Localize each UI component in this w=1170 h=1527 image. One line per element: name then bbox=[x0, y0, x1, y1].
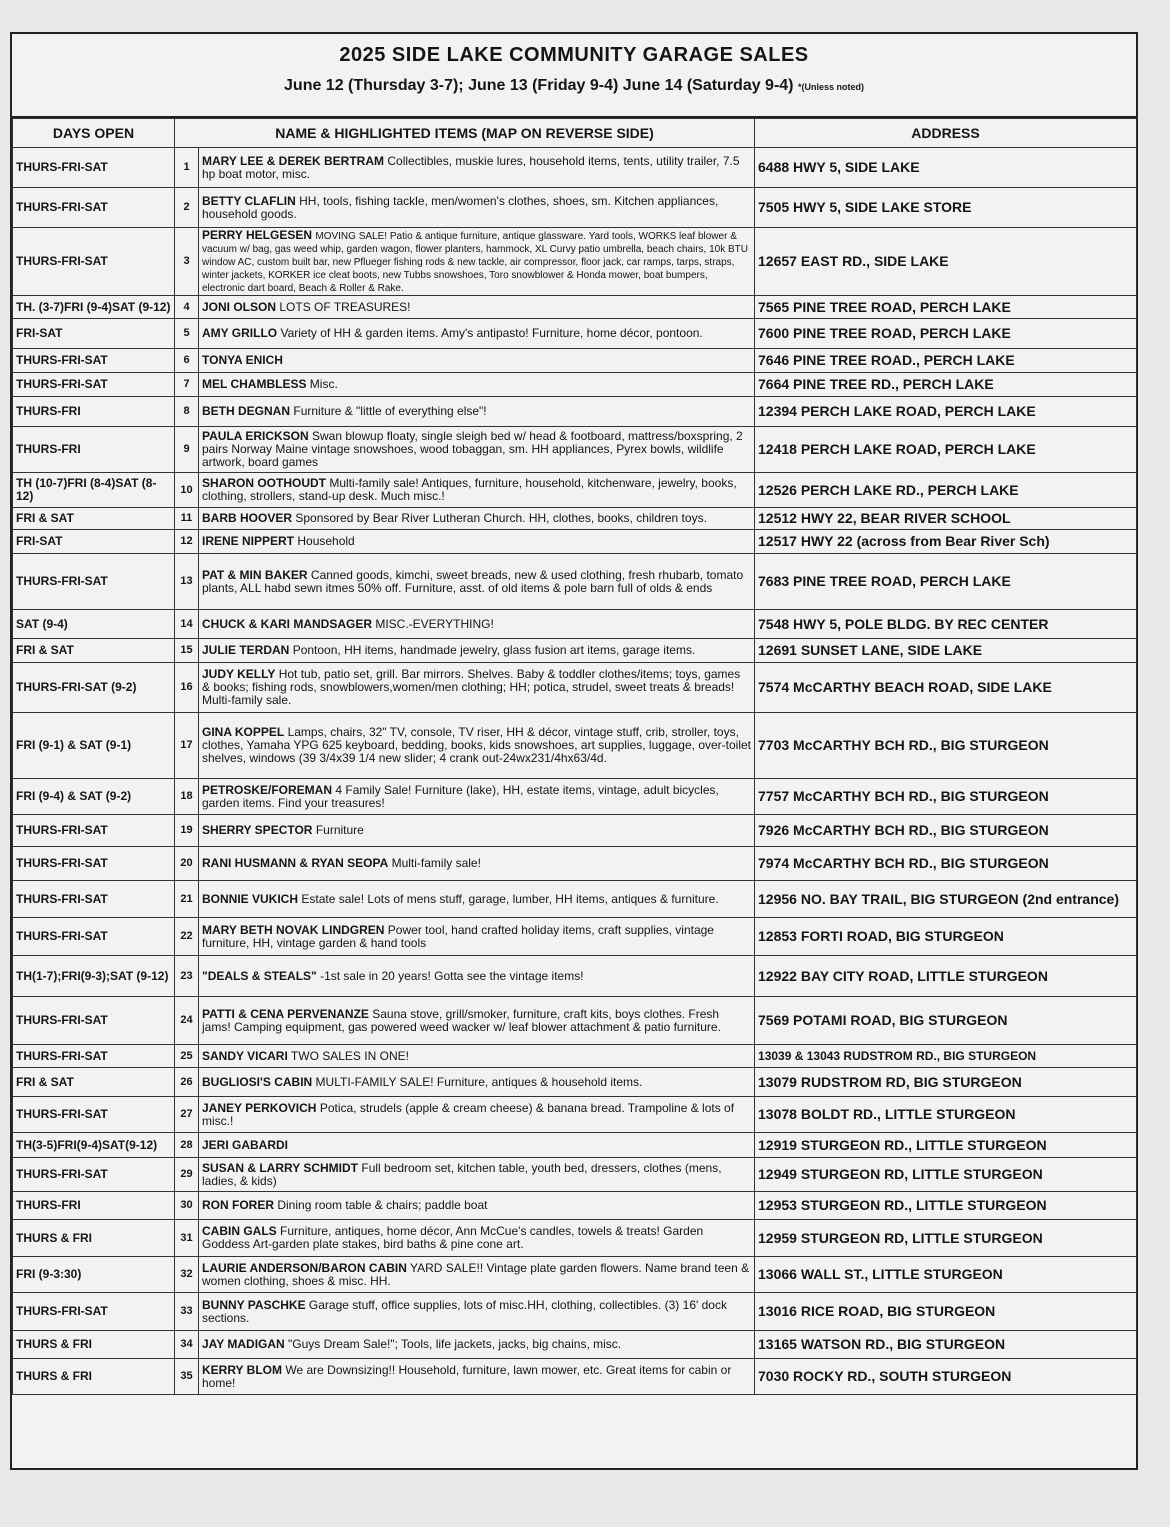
listing-number: 11 bbox=[175, 508, 199, 530]
highlighted-items: MULTI-FAMILY SALE! Furniture, antiques & household items. bbox=[315, 1074, 643, 1089]
seller-name: JANEY PERKOVICH bbox=[202, 1100, 317, 1115]
sale-address: 12418 PERCH LAKE ROAD, PERCH LAKE bbox=[755, 427, 1137, 473]
sale-address: 12959 STURGEON RD, LITTLE STURGEON bbox=[755, 1220, 1137, 1257]
highlighted-items: LOTS OF TREASURES! bbox=[279, 299, 411, 314]
highlighted-items: MOVING SALE! Patio & antique furniture, antique glassware. Yard tools, WORKS leaf blower & vacuum w/ bag, gas weed whip, garden wagon, flower planters, hammock, XL Curvy patio umbrella, beach chairs, 10k BTU window AC, custom built bar, new Pflueger fishing rods & new tackle, air compressor, floor jack, car ramps, tarps, straps, winter jackets, KORKER ice cleat boots, new Tubbs snowshoes, Toro snowblower & Honda mower, boat bumpers, electronic dart board, Beach & Roller & Rake. bbox=[202, 231, 749, 294]
listing-details bbox=[199, 427, 755, 473]
sheet-title: 2025 SIDE LAKE COMMUNITY GARAGE SALES bbox=[339, 44, 809, 66]
days-open: THURS-FRI-SAT bbox=[13, 918, 175, 956]
seller-name: JONI OLSON bbox=[202, 299, 277, 314]
table-row bbox=[13, 296, 1137, 319]
listing-details bbox=[199, 296, 755, 319]
days-open: THURS-FRI-SAT bbox=[13, 881, 175, 918]
table-row bbox=[13, 349, 1137, 373]
listing-number: 12 bbox=[175, 530, 199, 554]
table-row bbox=[13, 1045, 1137, 1068]
table-row bbox=[13, 918, 1137, 956]
seller-name: PAULA ERICKSON bbox=[202, 429, 309, 443]
highlighted-items: Variety of HH & garden items. Amy's antipasto! Furniture, home décor, pontoon. bbox=[280, 326, 703, 340]
highlighted-items: TWO SALES IN ONE! bbox=[290, 1048, 409, 1063]
sale-address: 7548 HWY 5, POLE BLDG. BY REC CENTER bbox=[755, 610, 1137, 639]
highlighted-items: We are Downsizing!! Household, furniture, lawn mower, etc. Great items for cabin or home! bbox=[202, 1362, 732, 1390]
seller-name: BETTY CLAFLIN bbox=[202, 193, 296, 208]
seller-name: JAY MADIGAN bbox=[202, 1337, 285, 1351]
listing-details bbox=[199, 554, 755, 610]
table-row bbox=[13, 956, 1137, 997]
listing-number: 5 bbox=[175, 319, 199, 349]
days-open: THURS-FRI-SAT bbox=[13, 373, 175, 397]
table-row bbox=[13, 554, 1137, 610]
listing-details bbox=[199, 1220, 755, 1257]
highlighted-items: Furniture & "little of everything else"! bbox=[293, 404, 487, 418]
seller-name: PAT & MIN BAKER bbox=[202, 567, 308, 582]
seller-name: RANI HUSMANN & RYAN SEOPA bbox=[202, 856, 389, 870]
days-open: FRI-SAT bbox=[13, 530, 175, 554]
highlighted-items: Estate sale! Lots of mens stuff, garage, lumber, HH items, antiques & furniture. bbox=[301, 891, 719, 906]
sale-address: 12517 HWY 22 (across from Bear River Sch) bbox=[755, 530, 1137, 554]
listing-number: 14 bbox=[175, 610, 199, 639]
seller-name: JUDY KELLY bbox=[202, 667, 276, 681]
listing-details bbox=[199, 918, 755, 956]
table-row bbox=[13, 1359, 1137, 1395]
listing-number: 19 bbox=[175, 815, 199, 847]
days-open: FRI (9-3:30) bbox=[13, 1257, 175, 1293]
listing-number: 18 bbox=[175, 779, 199, 815]
listing-number: 17 bbox=[175, 713, 199, 779]
highlighted-items: Household bbox=[297, 534, 355, 548]
listing-details bbox=[199, 1192, 755, 1220]
seller-name: BONNIE VUKICH bbox=[202, 891, 299, 906]
sale-address: 13066 WALL ST., LITTLE STURGEON bbox=[755, 1257, 1137, 1293]
garage-sale-sheet bbox=[10, 32, 1138, 1470]
sale-address: 7569 POTAMI ROAD, BIG STURGEON bbox=[755, 997, 1137, 1045]
days-open: FRI & SAT bbox=[13, 639, 175, 663]
listing-details bbox=[199, 663, 755, 713]
table-row bbox=[13, 779, 1137, 815]
listing-details bbox=[199, 956, 755, 997]
table-row bbox=[13, 397, 1137, 427]
listing-number: 35 bbox=[175, 1359, 199, 1395]
sale-address: 7974 McCARTHY BCH RD., BIG STURGEON bbox=[755, 847, 1137, 881]
table-row bbox=[13, 1068, 1137, 1097]
listing-details bbox=[199, 713, 755, 779]
sale-address: 12394 PERCH LAKE ROAD, PERCH LAKE bbox=[755, 397, 1137, 427]
highlighted-items: Misc. bbox=[309, 377, 338, 391]
table-row bbox=[13, 639, 1137, 663]
listing-number: 9 bbox=[175, 427, 199, 473]
days-open: THURS-FRI-SAT bbox=[13, 1293, 175, 1331]
highlighted-items: MISC.-EVERYTHING! bbox=[375, 616, 494, 631]
listing-number: 30 bbox=[175, 1192, 199, 1220]
listing-number: 31 bbox=[175, 1220, 199, 1257]
seller-name: AMY GRILLO bbox=[202, 326, 278, 340]
listing-details bbox=[199, 1133, 755, 1158]
sale-address: 7030 ROCKY RD., SOUTH STURGEON bbox=[755, 1359, 1137, 1395]
listing-number: 25 bbox=[175, 1045, 199, 1068]
listing-number: 22 bbox=[175, 918, 199, 956]
listing-number: 10 bbox=[175, 473, 199, 508]
seller-name: TONYA ENICH bbox=[202, 353, 283, 367]
listing-details bbox=[199, 508, 755, 530]
seller-name: PATTI & CENA PERVENANZE bbox=[202, 1006, 369, 1021]
days-open: SAT (9-4) bbox=[13, 610, 175, 639]
highlighted-items: 4 Family Sale! Furniture (lake), HH, estate items, vintage, adult bicycles, garden items. Find your treasures! bbox=[202, 782, 719, 810]
days-open: THURS-FRI-SAT bbox=[13, 349, 175, 373]
sale-address: 7505 HWY 5, SIDE LAKE STORE bbox=[755, 188, 1137, 228]
listing-number: 28 bbox=[175, 1133, 199, 1158]
listing-number: 2 bbox=[175, 188, 199, 228]
sale-address: 13165 WATSON RD., BIG STURGEON bbox=[755, 1331, 1137, 1359]
sale-address: 13039 & 13043 RUDSTROM RD., BIG STURGEON bbox=[755, 1045, 1137, 1068]
table-row bbox=[13, 847, 1137, 881]
table-row bbox=[13, 427, 1137, 473]
seller-name: JERI GABARDI bbox=[202, 1137, 289, 1152]
listing-number: 29 bbox=[175, 1158, 199, 1192]
days-open: FRI & SAT bbox=[13, 508, 175, 530]
days-open: THURS & FRI bbox=[13, 1359, 175, 1395]
days-open: THURS-FRI-SAT (9-2) bbox=[13, 663, 175, 713]
table-row bbox=[13, 530, 1137, 554]
listing-details bbox=[199, 1158, 755, 1192]
sale-address: 13078 BOLDT RD., LITTLE STURGEON bbox=[755, 1097, 1137, 1133]
days-open: THURS-FRI-SAT bbox=[13, 815, 175, 847]
highlighted-items: Sauna stove, grill/smoker, furniture, craft kits, boys clothes. Fresh jams! Camping equipment, gas powered weed wacker w/ leaf blower attachment & patio furniture. bbox=[202, 1006, 721, 1034]
days-open: THURS-FRI-SAT bbox=[13, 228, 175, 296]
listing-number: 26 bbox=[175, 1068, 199, 1097]
days-open: FRI (9-4) & SAT (9-2) bbox=[13, 779, 175, 815]
listing-number: 15 bbox=[175, 639, 199, 663]
listing-details bbox=[199, 1045, 755, 1068]
sale-address: 7646 PINE TREE ROAD., PERCH LAKE bbox=[755, 349, 1137, 373]
seller-name: RON FORER bbox=[202, 1198, 274, 1212]
listing-details bbox=[199, 1257, 755, 1293]
highlighted-items: Lamps, chairs, 32" TV, console, TV riser, HH & décor, vintage stuff, crib, stroller, toys, clothes, Yamaha YPG 625 keyboard, bedding, books, kids snowshoes, art supplies, luggage, over-toilet shelves, windows (39 3/4x39 1/4 new slider; 4 crank out-24wx231/4hx63/4d. bbox=[202, 725, 751, 765]
listing-number: 3 bbox=[175, 228, 199, 296]
table-row bbox=[13, 473, 1137, 508]
sale-address: 12691 SUNSET LANE, SIDE LAKE bbox=[755, 639, 1137, 663]
seller-name: PERRY HELGESEN bbox=[202, 228, 313, 242]
listing-number: 1 bbox=[175, 148, 199, 188]
days-open: THURS & FRI bbox=[13, 1220, 175, 1257]
sale-address: 6488 HWY 5, SIDE LAKE bbox=[755, 148, 1137, 188]
sale-address: 12526 PERCH LAKE RD., PERCH LAKE bbox=[755, 473, 1137, 508]
days-open: THURS-FRI-SAT bbox=[13, 997, 175, 1045]
listing-details bbox=[199, 228, 755, 296]
table-row bbox=[13, 815, 1137, 847]
listing-details bbox=[199, 397, 755, 427]
listing-details bbox=[199, 847, 755, 881]
sale-address: 12949 STURGEON RD, LITTLE STURGEON bbox=[755, 1158, 1137, 1192]
sale-address: 12919 STURGEON RD., LITTLE STURGEON bbox=[755, 1133, 1137, 1158]
sale-address: 7664 PINE TREE RD., PERCH LAKE bbox=[755, 373, 1137, 397]
listing-details bbox=[199, 319, 755, 349]
table-row bbox=[13, 713, 1137, 779]
table-row bbox=[13, 228, 1137, 296]
sale-address: 12956 NO. BAY TRAIL, BIG STURGEON (2nd entrance) bbox=[755, 881, 1137, 918]
sheet-header bbox=[12, 34, 1136, 118]
listing-details bbox=[199, 473, 755, 508]
highlighted-items: Furniture bbox=[315, 823, 364, 837]
listing-details bbox=[199, 1068, 755, 1097]
sale-address: 12512 HWY 22, BEAR RIVER SCHOOL bbox=[755, 508, 1137, 530]
listing-number: 23 bbox=[175, 956, 199, 997]
table-row bbox=[13, 319, 1137, 349]
table-row bbox=[13, 1257, 1137, 1293]
listing-number: 20 bbox=[175, 847, 199, 881]
listing-details bbox=[199, 1097, 755, 1133]
listing-number: 6 bbox=[175, 349, 199, 373]
highlighted-items: YARD SALE!! Vintage plate garden flowers. Name brand teen & women clothing, shoes & misc. HH. bbox=[202, 1260, 750, 1288]
listing-number: 24 bbox=[175, 997, 199, 1045]
listing-details bbox=[199, 779, 755, 815]
listing-number: 34 bbox=[175, 1331, 199, 1359]
sale-address: 7683 PINE TREE ROAD, PERCH LAKE bbox=[755, 554, 1137, 610]
seller-name: GINA KOPPEL bbox=[202, 725, 285, 739]
highlighted-items: Sponsored by Bear River Lutheran Church. HH, clothes, books, children toys. bbox=[295, 511, 707, 525]
highlighted-items: Multi-family sale! Antiques, furniture, household, kitchenware, jewelry, books, clothing, strollers, stand-up desk. Much misc.! bbox=[202, 476, 737, 503]
table-row bbox=[13, 1133, 1137, 1158]
sale-address: 7703 McCARTHY BCH RD., BIG STURGEON bbox=[755, 713, 1137, 779]
table-row bbox=[13, 148, 1137, 188]
seller-name: BUGLIOSI'S CABIN bbox=[202, 1074, 313, 1089]
seller-name: SHERRY SPECTOR bbox=[202, 823, 313, 837]
days-open-header: DAYS OPEN bbox=[13, 119, 175, 148]
highlighted-items: Power tool, hand crafted holiday items, craft supplies, vintage furniture, HH, vintage garden & hand tools bbox=[202, 922, 714, 950]
listing-details bbox=[199, 997, 755, 1045]
sale-address: 12922 BAY CITY ROAD, LITTLE STURGEON bbox=[755, 956, 1137, 997]
seller-name: BUNNY PASCHKE bbox=[202, 1297, 306, 1312]
sales-rows bbox=[13, 148, 1137, 1395]
seller-name: BARB HOOVER bbox=[202, 511, 293, 525]
listing-details bbox=[199, 610, 755, 639]
highlighted-items: Canned goods, kimchi, sweet breads, new & used clothing, fresh rhubarb, tomato plants, ALL habd sewn itmes 50% off. Furniture, asst. of old items & pole barn full of olds & ends bbox=[202, 567, 744, 595]
highlighted-items: Swan blowup floaty, single sleigh bed w/ head & footboard, mattress/boxspring, 2 pairs Norway Maine vintage snowshoes, wood tobaggan, sm. HH appliances, Pyrex bowls, wildlife artwork, board games bbox=[202, 429, 743, 469]
sales-table bbox=[12, 118, 1137, 1395]
listing-details bbox=[199, 1293, 755, 1331]
highlighted-items: Furniture, antiques, home décor, Ann McCue's candles, towels & treats! Garden Goddess Art-garden plate stakes, bird baths & pine cone art. bbox=[202, 1224, 704, 1251]
days-open: THURS-FRI-SAT bbox=[13, 847, 175, 881]
seller-name: MARY LEE & DEREK BERTRAM bbox=[202, 153, 385, 168]
sale-address: 7757 McCARTHY BCH RD., BIG STURGEON bbox=[755, 779, 1137, 815]
highlighted-items: "Guys Dream Sale!"; Tools, life jackets, jacks, big chains, misc. bbox=[288, 1337, 622, 1351]
address-header: ADDRESS bbox=[755, 119, 1137, 148]
days-open: THURS-FRI-SAT bbox=[13, 554, 175, 610]
highlighted-items: Collectibles, muskie lures, household items, tents, utility trailer, 7.5 hp boat motor, misc. bbox=[202, 153, 740, 181]
seller-name: MARY BETH NOVAK LINDGREN bbox=[202, 922, 385, 937]
listing-number: 8 bbox=[175, 397, 199, 427]
highlighted-items: Hot tub, patio set, grill. Bar mirrors. Shelves. Baby & toddler clothes/items; toys, games & books; fishing rods, snowblowers,women/men clothing; HH; potica, strudel, sweet treats & breads! Multi-family sale. bbox=[202, 667, 741, 707]
days-open: TH(3-5)FRI(9-4)SAT(9-12) bbox=[13, 1133, 175, 1158]
table-row bbox=[13, 881, 1137, 918]
seller-name: BETH DEGNAN bbox=[202, 404, 291, 418]
sale-address: 13079 RUDSTROM RD, BIG STURGEON bbox=[755, 1068, 1137, 1097]
listing-details bbox=[199, 881, 755, 918]
seller-name: SANDY VICARI bbox=[202, 1048, 288, 1063]
seller-name: CABIN GALS bbox=[202, 1224, 277, 1238]
days-open: THURS-FRI-SAT bbox=[13, 1045, 175, 1068]
listing-details bbox=[199, 1359, 755, 1395]
seller-name: IRENE NIPPERT bbox=[202, 534, 295, 548]
days-open: THURS-FRI-SAT bbox=[13, 148, 175, 188]
sale-address: 12657 EAST RD., SIDE LAKE bbox=[755, 228, 1137, 296]
days-open: THURS-FRI-SAT bbox=[13, 1158, 175, 1192]
sale-address: 12953 STURGEON RD., LITTLE STURGEON bbox=[755, 1192, 1137, 1220]
table-row bbox=[13, 188, 1137, 228]
days-open: TH. (3-7)FRI (9-4)SAT (9-12) bbox=[13, 296, 175, 319]
highlighted-items: Pontoon, HH items, handmade jewelry, glass fusion art items, garage items. bbox=[292, 643, 696, 657]
listing-number: 33 bbox=[175, 1293, 199, 1331]
listing-number: 4 bbox=[175, 296, 199, 319]
days-open: THURS & FRI bbox=[13, 1331, 175, 1359]
days-open: THURS-FRI-SAT bbox=[13, 188, 175, 228]
listing-number: 7 bbox=[175, 373, 199, 397]
seller-name: "DEALS & STEALS" bbox=[202, 968, 317, 983]
listing-details bbox=[199, 349, 755, 373]
listing-details bbox=[199, 815, 755, 847]
seller-name: MEL CHAMBLESS bbox=[202, 377, 307, 391]
listing-number: 27 bbox=[175, 1097, 199, 1133]
name-items-header: NAME & HIGHLIGHTED ITEMS (MAP ON REVERSE SIDE) bbox=[175, 119, 755, 148]
seller-name: SHARON OOTHOUDT bbox=[202, 476, 326, 490]
listing-details bbox=[199, 188, 755, 228]
highlighted-items: Full bedroom set, kitchen table, youth bed, dressers, clothes (mens, ladies, & kids) bbox=[202, 1160, 722, 1188]
table-row bbox=[13, 1331, 1137, 1359]
days-open: FRI-SAT bbox=[13, 319, 175, 349]
listing-number: 16 bbox=[175, 663, 199, 713]
days-open: FRI & SAT bbox=[13, 1068, 175, 1097]
table-header-row bbox=[13, 119, 1137, 148]
table-row bbox=[13, 997, 1137, 1045]
table-row bbox=[13, 610, 1137, 639]
listing-details bbox=[199, 530, 755, 554]
highlighted-items: Garage stuff, office supplies, lots of misc.HH, clothing, collectibles. (3) 16' dock sections. bbox=[202, 1297, 727, 1325]
listing-details bbox=[199, 373, 755, 397]
table-row bbox=[13, 1220, 1137, 1257]
listing-number: 32 bbox=[175, 1257, 199, 1293]
highlighted-items: HH, tools, fishing tackle, men/women's clothes, shoes, sm. Kitchen appliances, household goods. bbox=[202, 193, 719, 221]
sheet-subtitle bbox=[12, 77, 1136, 95]
days-open: THURS-FRI bbox=[13, 427, 175, 473]
days-open: TH (10-7)FRI (8-4)SAT (8-12) bbox=[13, 473, 175, 508]
sale-address: 12853 FORTI ROAD, BIG STURGEON bbox=[755, 918, 1137, 956]
highlighted-items: Multi-family sale! bbox=[391, 856, 481, 870]
listing-number: 21 bbox=[175, 881, 199, 918]
sale-address: 13016 RICE ROAD, BIG STURGEON bbox=[755, 1293, 1137, 1331]
seller-name: KERRY BLOM bbox=[202, 1362, 283, 1377]
days-open: TH(1-7);FRI(9-3);SAT (9-12) bbox=[13, 956, 175, 997]
listing-details bbox=[199, 639, 755, 663]
sale-address: 7926 McCARTHY BCH RD., BIG STURGEON bbox=[755, 815, 1137, 847]
table-row bbox=[13, 373, 1137, 397]
highlighted-items: Dining room table & chairs; paddle boat bbox=[277, 1198, 488, 1212]
days-open: FRI (9-1) & SAT (9-1) bbox=[13, 713, 175, 779]
seller-name: CHUCK & KARI MANDSAGER bbox=[202, 616, 372, 631]
highlighted-items: -1st sale in 20 years! Gotta see the vintage items! bbox=[320, 968, 584, 983]
table-row bbox=[13, 1097, 1137, 1133]
days-open: THURS-FRI bbox=[13, 397, 175, 427]
sale-address: 7574 McCARTHY BEACH ROAD, SIDE LAKE bbox=[755, 663, 1137, 713]
table-row bbox=[13, 663, 1137, 713]
seller-name: SUSAN & LARRY SCHMIDT bbox=[202, 1160, 359, 1175]
table-row bbox=[13, 1158, 1137, 1192]
table-row bbox=[13, 508, 1137, 530]
listing-number: 13 bbox=[175, 554, 199, 610]
sale-address: 7600 PINE TREE ROAD, PERCH LAKE bbox=[755, 319, 1137, 349]
listing-details bbox=[199, 1331, 755, 1359]
seller-name: LAURIE ANDERSON/BARON CABIN bbox=[202, 1260, 407, 1275]
days-open: THURS-FRI-SAT bbox=[13, 1097, 175, 1133]
dates-line: June 12 (Thursday 3-7); June 13 (Friday 9-4) June 14 (Saturday 9-4) bbox=[284, 77, 794, 94]
table-row bbox=[13, 1293, 1137, 1331]
table-row bbox=[13, 1192, 1137, 1220]
highlighted-items: Potica, strudels (apple & cream cheese) & banana bread. Trampoline & lots of misc.! bbox=[202, 1100, 735, 1128]
listing-details bbox=[199, 148, 755, 188]
seller-name: PETROSKE/FOREMAN bbox=[202, 782, 333, 797]
seller-name: JULIE TERDAN bbox=[202, 643, 290, 657]
days-open: THURS-FRI bbox=[13, 1192, 175, 1220]
sale-address: 7565 PINE TREE ROAD, PERCH LAKE bbox=[755, 296, 1137, 319]
dates-note: *(Unless noted) bbox=[797, 82, 864, 92]
